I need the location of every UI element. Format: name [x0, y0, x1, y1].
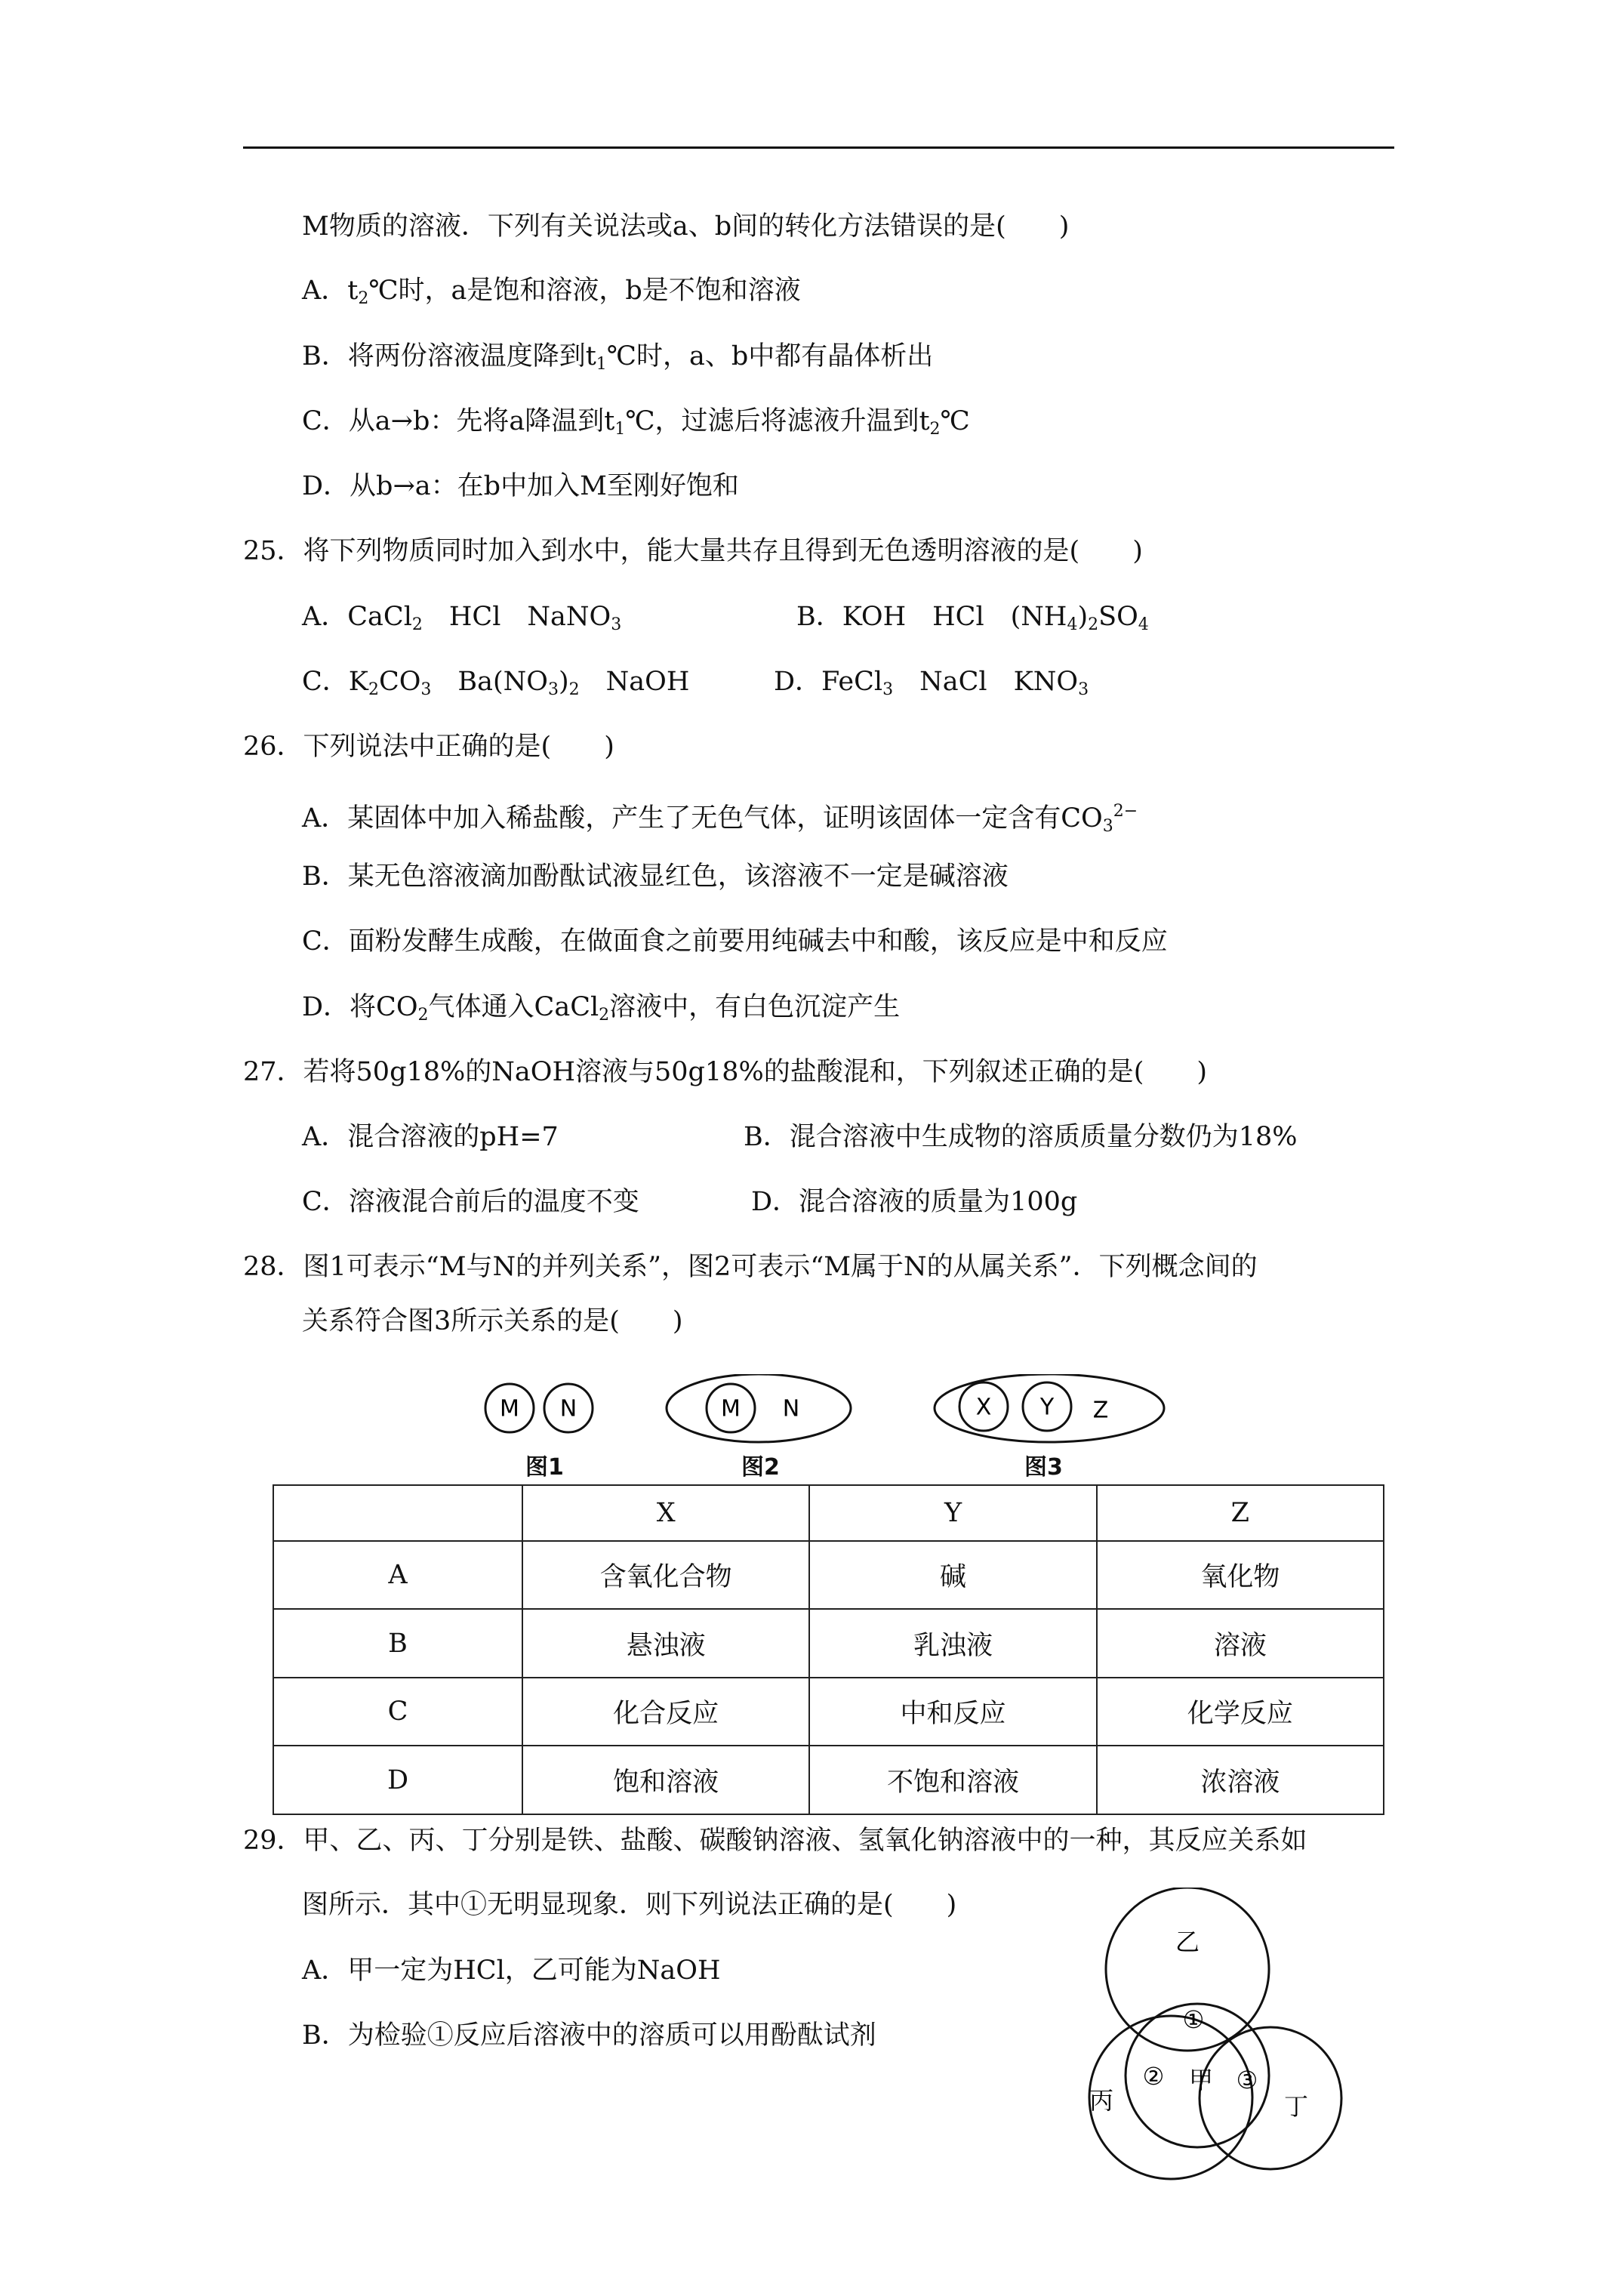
table-cell: 浓溶液	[1097, 1746, 1384, 1814]
table-cell: B	[273, 1609, 522, 1678]
q24-option-d: D．从b→a：在b中加入M至刚好饱和	[302, 471, 739, 501]
q27-option-b: B．混合溶液中生成物的溶质质量分数仍为18%	[744, 1122, 1298, 1152]
q28-stem-line2: 关系符合图3所示关系的是( )	[302, 1306, 683, 1336]
q29-reaction-diagram	[1042, 1888, 1359, 2205]
label-yi: 乙	[1175, 1928, 1200, 1956]
q26-option-a: A．某固体中加入稀盐酸，产生了无色气体，证明该固体一定含有$CO_3^{2-}$	[302, 802, 1138, 836]
label-bing: 丙	[1089, 2086, 1114, 2115]
fig2-caption: 图2	[741, 1454, 780, 1481]
q25-option-b: B．KOH HCl $(NH_4)_2SO_4$	[796, 602, 1149, 634]
fig1-label-m: M	[500, 1395, 519, 1422]
q27-option-a: A．混合溶液的pH=7	[302, 1122, 559, 1152]
table-row	[273, 1678, 1384, 1746]
table-header-cell: X	[522, 1485, 809, 1541]
table-row	[273, 1746, 1384, 1814]
table-cell: 化学反应	[1097, 1678, 1384, 1746]
fig3-label-y: Y	[1039, 1394, 1055, 1421]
q28-concept-table	[273, 1484, 1384, 1815]
label-jia: 甲	[1188, 2066, 1214, 2094]
fig2-label-m: M	[721, 1395, 741, 1422]
q26-option-d: D．将$CO_2$气体通入CaCl$_2$溶液中，有白色沉淀产生	[302, 992, 901, 1025]
q24-option-c: C．从a→b：先将a降温到$t_1℃$，过滤后将滤液升温到$t_2℃$	[302, 406, 970, 439]
q24-stem-tail: M物质的溶液．下列有关说法或a、b间的转化方法错误的是( )	[302, 211, 1070, 242]
fig2-ellipse-n	[667, 1374, 851, 1442]
table-header-cell	[273, 1485, 522, 1541]
table-cell: C	[273, 1678, 522, 1746]
label-ding: 丁	[1283, 2092, 1309, 2121]
q25-option-a: A．CaCl$_2$ HCl NaNO$_3$	[302, 602, 622, 634]
table-cell: 碱	[809, 1541, 1096, 1610]
q29-stem-line1: 29．甲、乙、丙、丁分别是铁、盐酸、碳酸钠溶液、氢氧化钠溶液中的一种，其反应关系如	[243, 1826, 1307, 1856]
table-cell: 氧化物	[1097, 1541, 1384, 1610]
fig3-label-z: Z	[1092, 1397, 1109, 1424]
header-rule	[243, 146, 1394, 149]
table-header-cell: Z	[1097, 1485, 1384, 1541]
table-cell: 溶液	[1097, 1609, 1384, 1678]
table-header-row	[273, 1485, 1384, 1541]
table-cell: 不饱和溶液	[809, 1746, 1096, 1814]
table-cell: 中和反应	[809, 1678, 1096, 1746]
fig1-caption: 图1	[525, 1454, 564, 1481]
table-row	[273, 1541, 1384, 1610]
q26-stem: 26．下列说法中正确的是( )	[243, 732, 614, 762]
q27-stem: 27．若将50g18%的NaOH溶液与50g18%的盐酸混和，下列叙述正确的是( )	[243, 1057, 1208, 1087]
table-row	[273, 1609, 1384, 1678]
table-cell: 化合反应	[522, 1678, 809, 1746]
figure-3	[935, 1374, 1164, 1442]
table-header-cell: Y	[809, 1485, 1096, 1541]
q26-option-b: B．某无色溶液滴加酚酞试液显红色，该溶液不一定是碱溶液	[302, 861, 1009, 892]
reaction-1-marker: ①	[1182, 2005, 1205, 2034]
fig2-label-n: N	[782, 1395, 800, 1422]
q25-stem: 25．将下列物质同时加入到水中，能大量共存且得到无色透明溶液的是( )	[243, 536, 1143, 566]
q24-option-a: A．$t_2℃$时，a是饱和溶液，b是不饱和溶液	[302, 276, 801, 308]
circle-ding	[1200, 2027, 1341, 2169]
fig3-label-x: X	[975, 1394, 992, 1421]
reaction-3-marker: ③	[1236, 2066, 1258, 2094]
table-cell: 乳浊液	[809, 1609, 1096, 1678]
fig1-label-n: N	[559, 1395, 577, 1422]
q28-stem-line1: 28．图1可表示“M与N的并列关系”，图2可表示“M属于N的从属关系”．下列概念间的	[243, 1252, 1258, 1282]
q29-option-b: B．为检验①反应后溶液中的溶质可以用酚酞试剂	[302, 2020, 876, 2051]
q29-option-a: A．甲一定为HCl，乙可能为NaOH	[302, 1955, 721, 1986]
figure-2	[667, 1374, 851, 1442]
q27-option-d: D．混合溶液的质量为100g	[751, 1187, 1078, 1217]
q29-stem-line2: 图所示．其中①无明显现象．则下列说法正确的是( )	[302, 1890, 957, 1920]
q25-option-c: C．$K_2CO_3$ $Ba(NO_3)_2$ NaOH	[302, 667, 690, 699]
table-cell: 含氧化合物	[522, 1541, 809, 1610]
q26-option-c: C．面粉发酵生成酸，在做面食之前要用纯碱去中和酸，该反应是中和反应	[302, 926, 1168, 957]
table-cell: D	[273, 1746, 522, 1814]
reaction-2-marker: ②	[1142, 2062, 1165, 2091]
fig3-caption: 图3	[1024, 1454, 1063, 1481]
table-cell: 悬浊液	[522, 1609, 809, 1678]
q24-option-b: B．将两份溶液温度降到$t_1℃$时，a、b中都有晶体析出	[302, 341, 934, 374]
q28-figures	[0, 1374, 1623, 1487]
figure-1	[485, 1384, 593, 1432]
q25-option-d: D．FeCl$_3$ NaCl $KNO_3$	[774, 667, 1089, 699]
table-cell: 饱和溶液	[522, 1746, 809, 1814]
q27-option-c: C．溶液混合前后的温度不变	[302, 1187, 639, 1217]
table-cell: A	[273, 1541, 522, 1610]
